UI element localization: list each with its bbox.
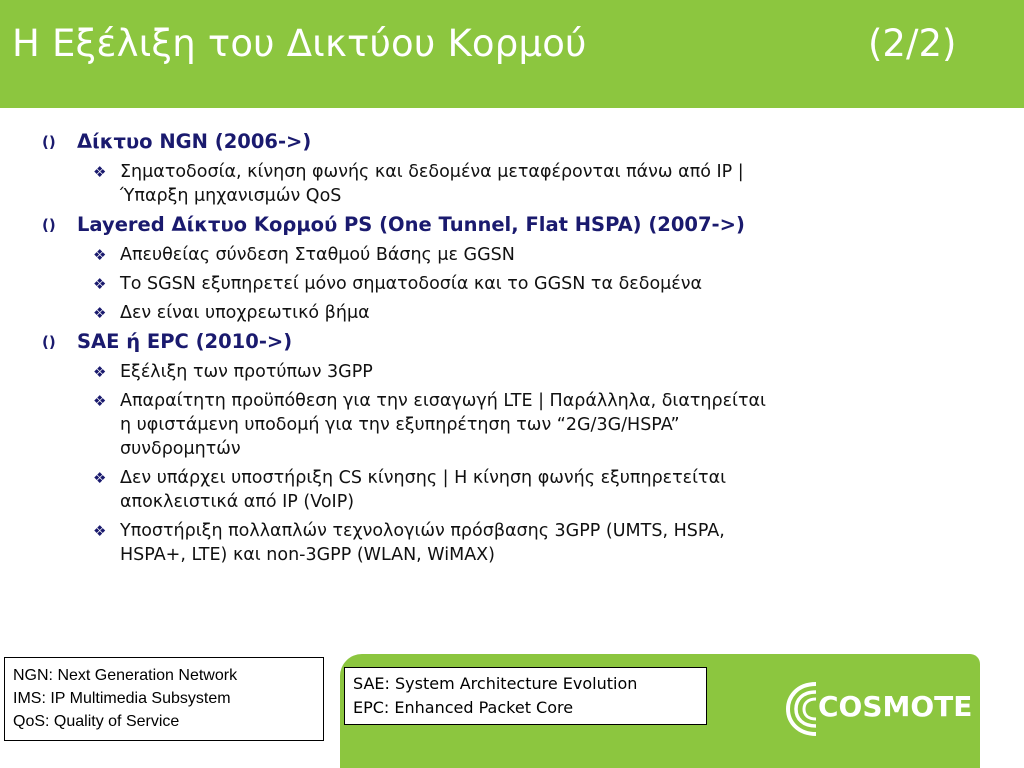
- sub-bullet-line: Απευθείας σύνδεση Σταθμού Βάσης με GGSN: [120, 245, 515, 265]
- page-indicator: (2/2): [868, 22, 957, 65]
- sub-bullet: [40, 272, 1000, 296]
- bracket-bullet-icon: (): [42, 133, 56, 151]
- diamond-bullet-icon: ❖: [93, 522, 107, 540]
- bullet-layered-core: [40, 213, 1000, 237]
- sub-bullet-line: Ύπαρξη μηχανισμών QoS: [120, 186, 342, 206]
- sub-bullet: [40, 243, 1000, 267]
- diamond-bullet-icon: ❖: [93, 275, 107, 293]
- glossary-entry: NGN: Next Generation Network: [13, 667, 238, 684]
- sub-bullet-line: συνδρομητών: [120, 439, 241, 459]
- sub-bullet-line: Δεν είναι υποχρεωτικό βήμα: [120, 303, 370, 323]
- glossary-entry: SAE: System Architecture Evolution: [353, 674, 638, 693]
- sub-bullet-line: Το SGSN εξυπηρετεί μόνο σηματοδοσία και το GGSN τα δεδομένα: [120, 274, 703, 294]
- cosmote-logo: [786, 678, 973, 740]
- sub-bullet: [40, 466, 1000, 514]
- bullet-ngn: [40, 130, 1000, 154]
- slide-content: [40, 130, 1000, 572]
- glossary-box-right: [344, 667, 707, 725]
- glossary-entry: IMS: IP Multimedia Subsystem: [13, 690, 231, 707]
- glossary-box-left: [4, 657, 324, 741]
- diamond-bullet-icon: ❖: [93, 392, 107, 410]
- diamond-bullet-icon: ❖: [93, 469, 107, 487]
- glossary-entry: EPC: Enhanced Packet Core: [353, 698, 574, 717]
- bullet-heading: SAE ή EPC (2010->): [77, 330, 293, 353]
- sub-bullet-line: Σηματοδοσία, κίνηση φωνής και δεδομένα μεταφέρονται πάνω από IP |: [120, 162, 744, 182]
- sub-bullet-line: Υποστήριξη πολλαπλών τεχνολογιών πρόσβασης 3GPP (UMTS, HSPA,: [120, 521, 725, 541]
- diamond-bullet-icon: ❖: [93, 163, 107, 181]
- logo-wordmark: COSMOTE: [818, 690, 973, 723]
- bracket-bullet-icon: (): [42, 216, 56, 234]
- sub-bullet-line: Δεν υπάρχει υποστήριξη CS κίνησης | Η κίνηση φωνής εξυπηρετείται: [120, 468, 727, 488]
- sub-bullet: [40, 301, 1000, 325]
- sub-bullet: [40, 160, 1000, 208]
- bullet-heading: Layered Δίκτυο Κορμού PS (One Tunnel, Flat HSPA) (2007->): [77, 213, 745, 236]
- slide-title: Η Εξέλιξη του Δικτύου Κορμού: [12, 22, 587, 65]
- title-bar: [0, 0, 1024, 108]
- sub-bullet-line: HSPA+, LTE) και non-3GPP (WLAN, WiMAX): [120, 545, 495, 565]
- sub-bullet: [40, 360, 1000, 384]
- glossary-entry: QoS: Quality of Service: [13, 713, 180, 730]
- bracket-bullet-icon: (): [42, 333, 56, 351]
- bullet-sae-epc: [40, 330, 1000, 354]
- sub-bullet: [40, 389, 1000, 461]
- sub-bullet: [40, 519, 1000, 567]
- sub-bullet-line: αποκλειστικά από IP (VoIP): [120, 492, 355, 512]
- sub-bullet-line: Απαραίτητη προϋπόθεση για την εισαγωγή LTE | Παράλληλα, διατηρείται: [120, 391, 766, 411]
- diamond-bullet-icon: ❖: [93, 304, 107, 322]
- diamond-bullet-icon: ❖: [93, 246, 107, 264]
- sub-bullet-line: Εξέλιξη των προτύπων 3GPP: [120, 362, 373, 382]
- sub-bullet-line: η υφιστάμενη υποδομή για την εξυπηρέτηση των “2G/3G/HSPA”: [120, 415, 680, 435]
- diamond-bullet-icon: ❖: [93, 363, 107, 381]
- bullet-heading: Δίκτυο NGN (2006->): [77, 130, 312, 153]
